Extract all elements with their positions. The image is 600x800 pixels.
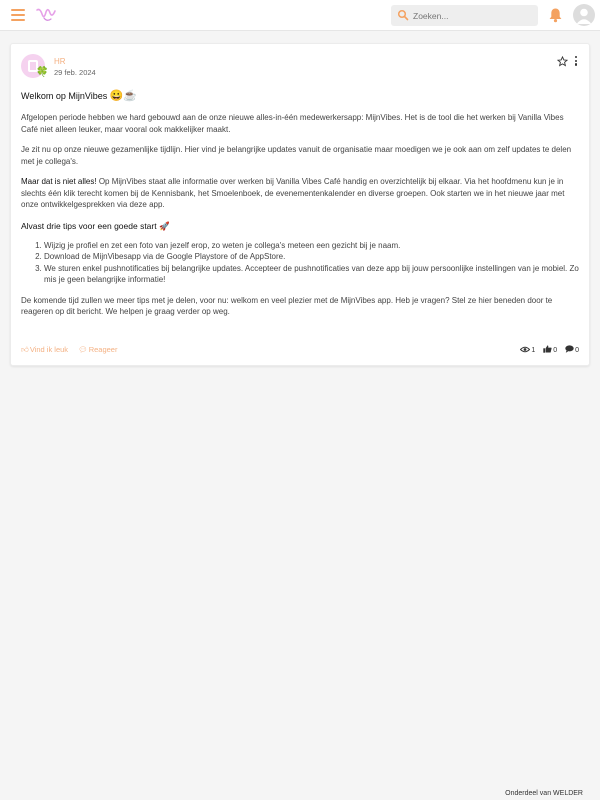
user-avatar[interactable] xyxy=(573,4,595,26)
post-date: 29 feb. 2024 xyxy=(54,68,96,77)
post-stats xyxy=(514,345,579,354)
list-item: 2. Download de MijnVibesapp via de Google Playstore of de AppStore. xyxy=(44,251,581,263)
tips-heading xyxy=(21,220,581,233)
search-box[interactable] xyxy=(391,5,538,26)
like-label: Vind ik leuk xyxy=(29,345,69,354)
menu-icon[interactable] xyxy=(11,9,25,21)
post-title xyxy=(21,89,581,103)
comments-stat xyxy=(565,345,579,354)
post-card xyxy=(10,43,590,366)
comment-icon xyxy=(565,345,574,353)
tips-heading-text: Alvast drie tips voor een goede start xyxy=(21,220,157,231)
star-icon[interactable] xyxy=(557,56,568,67)
paragraph-info-bold: Maar dat is niet alles! xyxy=(21,177,97,186)
app-logo[interactable] xyxy=(34,4,58,26)
comments-count: 0 xyxy=(575,347,579,354)
post-title-text: Welkom op MijnVibes xyxy=(21,91,108,101)
like-button[interactable] xyxy=(21,345,68,355)
rocket-emoji: 🚀 xyxy=(158,220,170,231)
clover-icon: 🍀 xyxy=(36,67,49,78)
search-icon xyxy=(397,9,409,21)
views-stat xyxy=(520,346,535,354)
paragraph-info xyxy=(21,176,581,211)
likes-count: 0 xyxy=(553,347,558,354)
comment-icon: 💬︎ xyxy=(78,345,88,354)
views-count: 1 xyxy=(531,347,536,354)
eye-icon xyxy=(520,346,530,353)
thumbs-up-icon: 👍︎ xyxy=(21,345,29,354)
list-item: 1. Wijzig je profiel en zet een foto van jezelf erop, zo weten je collega's meteen een gezicht bij je naam. xyxy=(44,240,581,252)
paragraph-timeline: Je zit nu op onze nieuwe gezamenlijke tijdlijn. Hier vind je belangrijke updates vanuit de organisatie maar moedigen we je ook aan om zelf updates te delen met je collega's. xyxy=(21,145,572,166)
thumbs-up-icon xyxy=(543,345,552,353)
author-name[interactable]: HR xyxy=(54,57,66,66)
tips-list xyxy=(44,240,581,286)
powered-by[interactable]: Onderdeel van WELDER xyxy=(505,790,583,797)
top-bar xyxy=(0,0,600,31)
likes-stat xyxy=(543,345,557,354)
paragraph-intro: Afgelopen periode hebben we hard gebouwd aan de onze nieuwe alles-in-één medewerkersapp: MijnVibes. Het is de tool die het werken bij Vanilla Vibes Café niet alleen leuker, maar vooral ook makkelijker maakt. xyxy=(21,113,564,134)
title-emojis: 😀☕ xyxy=(109,90,138,102)
bell-icon[interactable] xyxy=(548,7,563,23)
comment-label: Reageer xyxy=(88,345,118,354)
post-actions xyxy=(21,345,125,355)
more-options-icon[interactable] xyxy=(573,56,579,67)
post-body xyxy=(21,89,581,327)
list-item: 3. We sturen enkel pushnotificaties bij belangrijke updates. Accepteer de pushnotificaties van deze app bij jouw persoonlijke instellingen van je mobiel. Zo mis je geen belangrijke informatie! xyxy=(44,263,581,286)
search-input[interactable] xyxy=(413,7,533,24)
comment-button[interactable] xyxy=(78,345,117,354)
paragraph-info-rest: Op MijnVibes staat alle informatie over werken bij Vanilla Vibes Café handig en overzichtelijk bij elkaar. Via het hoofdmenu kun je in slechts één klik terecht komen bij de Kennisbank, het Smoelenboek, de evenementenkalender en diverse groepen. Ook starten we in het nieuwe jaar met onze ontwikkelgesprekken via deze app. xyxy=(21,177,565,209)
paragraph-closing: De komende tijd zullen we meer tips met je delen, voor nu: welkom en veel plezier met de MijnVibes app. Heb je vragen? Stel ze hier beneden door te reageren op dit bericht. We helpen je graag verder op weg. xyxy=(21,295,553,316)
